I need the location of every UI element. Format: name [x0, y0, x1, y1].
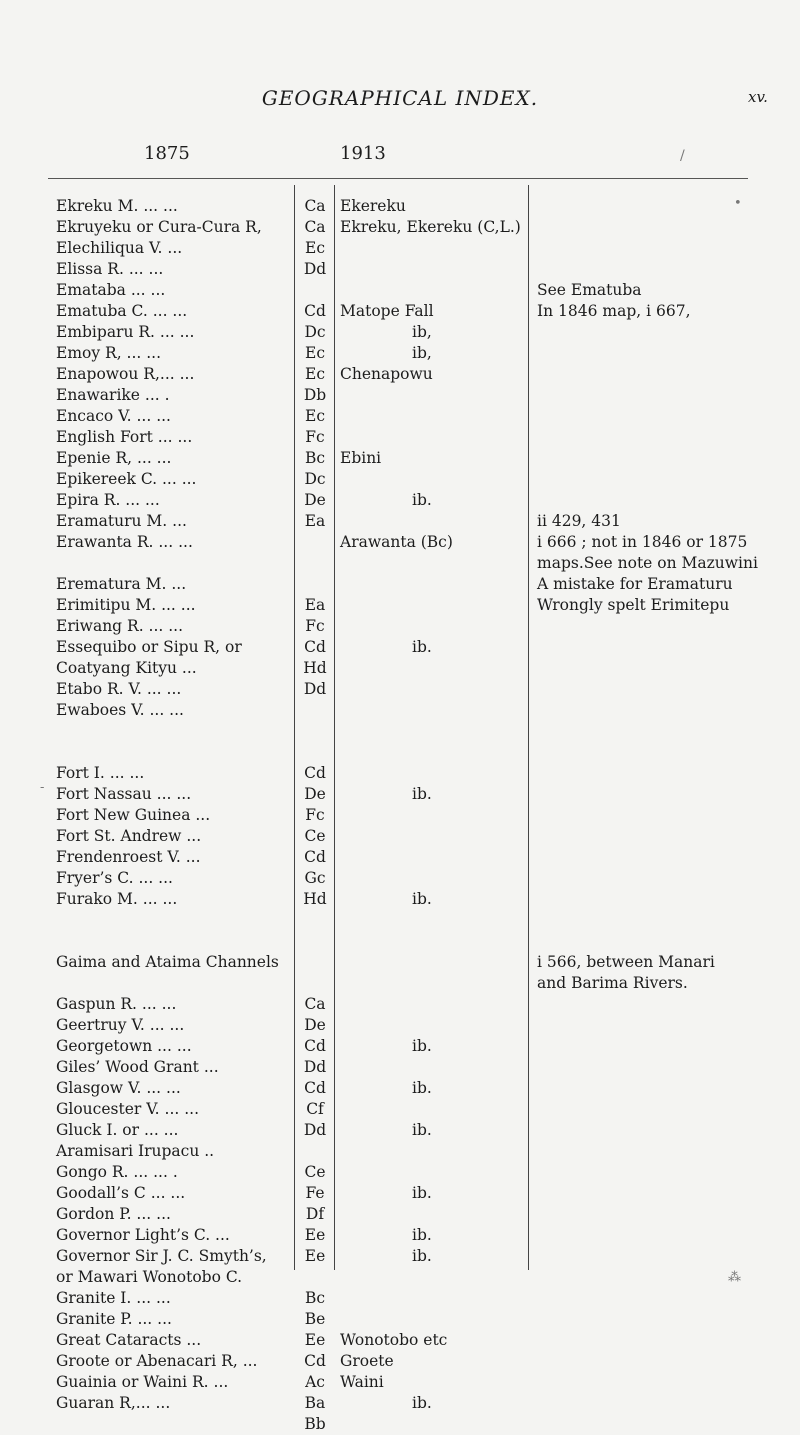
ibid-mark: ib. — [412, 785, 432, 803]
table-row — [0, 868, 800, 889]
year-1913-heading: 1913 — [340, 143, 386, 164]
place-name-1875: Great Cataracts ... — [56, 1331, 202, 1349]
place-name-1875: Ewaboes V. ... ... — [56, 701, 184, 719]
table-row — [0, 1351, 800, 1372]
map-square-code: De — [304, 785, 326, 803]
place-name-1913: Ekreku, Ekereku (C,L.) — [340, 218, 521, 236]
place-name-1875: Emoy R, ... ... — [56, 344, 162, 362]
map-square-code: Cd — [304, 764, 326, 782]
table-row — [0, 1414, 800, 1435]
table-row — [0, 490, 800, 511]
place-name-1875: Elechiliqua V. ... — [56, 239, 183, 257]
place-name-1913: Wonotobo etc — [340, 1331, 448, 1349]
ibid-mark: ib, — [412, 323, 432, 341]
table-row — [0, 469, 800, 490]
reference-note: See Ematuba — [537, 281, 642, 299]
map-square-code: Fc — [305, 428, 325, 446]
place-name-1875: Governor Light’s C. ... — [56, 1226, 230, 1244]
map-square-code: Ba — [304, 1394, 326, 1412]
ibid-mark: ib. — [412, 1247, 432, 1265]
place-name-1875: Aramisari Irupacu .. — [56, 1142, 215, 1160]
table-row — [0, 595, 800, 616]
place-name-1875: Granite I. ... ... — [56, 1289, 171, 1307]
place-name-1875: Fort St. Andrew ... — [56, 827, 202, 845]
table-row — [0, 1204, 800, 1225]
place-name-1913: Groete — [340, 1352, 394, 1370]
map-square-code: Dc — [304, 323, 326, 341]
map-square-code: Ce — [304, 1163, 326, 1181]
map-square-code: De — [304, 491, 326, 509]
map-square-code: Bb — [304, 1415, 326, 1433]
table-row — [0, 574, 800, 595]
ibid-mark: ib. — [412, 1184, 432, 1202]
table-row — [0, 1267, 800, 1288]
place-name-1875: English Fort ... ... — [56, 428, 193, 446]
reference-note: Wrongly spelt Erimitepu — [537, 596, 730, 614]
table-row — [0, 1246, 800, 1267]
ibid-mark: ib. — [412, 491, 432, 509]
place-name-1875: Essequibo or Sipu R, or — [56, 638, 242, 656]
place-name-1875: Elissa R. ... ... — [56, 260, 164, 278]
table-row — [0, 301, 800, 322]
place-name-1913: Matope Fall — [340, 302, 434, 320]
map-square-code: De — [304, 1016, 326, 1034]
table-row — [0, 1099, 800, 1120]
place-name-1875: Guainia or Waini R. ... — [56, 1373, 229, 1391]
table-row — [0, 1372, 800, 1393]
map-square-code: Bc — [304, 449, 326, 467]
place-name-1913: Waini — [340, 1373, 384, 1391]
table-row — [0, 553, 800, 574]
table-row — [0, 259, 800, 280]
map-square-code: Fc — [305, 806, 325, 824]
place-name-1875: Groote or Abenacari R, ... — [56, 1352, 258, 1370]
table-row — [0, 637, 800, 658]
table-row — [0, 1057, 800, 1078]
table-row — [0, 1078, 800, 1099]
map-square-code: Ca — [304, 218, 326, 236]
map-square-code: Ec — [305, 239, 325, 257]
table-row — [0, 427, 800, 448]
map-square-code: Cd — [304, 302, 326, 320]
map-square-code: Cd — [304, 1352, 326, 1370]
table-row — [0, 784, 800, 805]
table-row — [0, 532, 800, 553]
place-name-1913: Chenapowu — [340, 365, 433, 383]
corner-mark: ⁂ — [728, 1270, 741, 1285]
year-1875-heading: 1875 — [144, 143, 190, 164]
map-square-code: Ca — [304, 995, 326, 1013]
place-name-1875: Guaran R,... ... — [56, 1394, 171, 1412]
place-name-1875: or Mawari Wonotobo C. — [56, 1268, 243, 1286]
place-name-1875: Gaspun R. ... ... — [56, 995, 177, 1013]
place-name-1875: Frendenroest V. ... — [56, 848, 201, 866]
place-name-1913: Ekereku — [340, 197, 406, 215]
place-name-1875: Gordon P. ... ... — [56, 1205, 171, 1223]
place-name-1875: Eramaturu M. ... — [56, 512, 187, 530]
table-row — [0, 847, 800, 868]
place-name-1875: Glasgow V. ... ... — [56, 1079, 181, 1097]
place-name-1875: Fort I. ... ... — [56, 764, 145, 782]
table-row — [0, 805, 800, 826]
place-name-1875: Enapowou R,... ... — [56, 365, 195, 383]
table-row — [0, 1120, 800, 1141]
place-name-1875: Epenie R, ... ... — [56, 449, 172, 467]
map-square-code: Dd — [303, 1058, 327, 1076]
place-name-1875: Encaco V. ... ... — [56, 407, 171, 425]
ibid-mark: ib. — [412, 1121, 432, 1139]
table-row — [0, 973, 800, 994]
table-row — [0, 1309, 800, 1330]
place-name-1875: Goodall’s C ... ... — [56, 1184, 186, 1202]
reference-note: i 566, between Manari — [537, 953, 715, 971]
table-row — [0, 511, 800, 532]
table-row — [0, 238, 800, 259]
table-row — [0, 742, 800, 763]
reference-note: and Barima Rivers. — [537, 974, 688, 992]
place-name-1875: Giles’ Wood Grant ... — [56, 1058, 219, 1076]
table-row — [0, 889, 800, 910]
table-row — [0, 1225, 800, 1246]
table-row — [0, 994, 800, 1015]
map-square-code: Ee — [304, 1331, 326, 1349]
map-square-code: Db — [303, 386, 327, 404]
place-name-1875: Etabo R. V. ... ... — [56, 680, 182, 698]
ibid-mark: ib. — [412, 1079, 432, 1097]
place-name-1875: Coatyang Kityu ... — [56, 659, 197, 677]
map-square-code: Ce — [304, 827, 326, 845]
table-row — [0, 343, 800, 364]
map-square-code: Ee — [304, 1226, 326, 1244]
place-name-1913: Arawanta (Bc) — [340, 533, 453, 551]
table-row — [0, 616, 800, 637]
reference-note: maps.See note on Mazuwini — [537, 554, 758, 572]
table-row — [0, 1393, 800, 1414]
map-square-code: Cd — [304, 638, 326, 656]
map-square-code: Ee — [304, 1247, 326, 1265]
table-row — [0, 1183, 800, 1204]
place-name-1875: Fort New Guinea ... — [56, 806, 211, 824]
map-square-code: Fe — [305, 1184, 325, 1202]
table-row — [0, 658, 800, 679]
map-square-code: Dc — [304, 470, 326, 488]
table-row — [0, 700, 800, 721]
place-name-1875: Enawarike ... . — [56, 386, 170, 404]
map-square-code: Dd — [303, 260, 327, 278]
table-row — [0, 1162, 800, 1183]
place-name-1875: Fort Nassau ... ... — [56, 785, 192, 803]
ibid-mark: ib. — [412, 1226, 432, 1244]
ibid-mark: ib. — [412, 1037, 432, 1055]
map-square-code: Gc — [304, 869, 326, 887]
margin-tick-mark: / — [680, 148, 685, 164]
place-name-1875: Eriwang R. ... ... — [56, 617, 184, 635]
table-row — [0, 1288, 800, 1309]
map-square-code: Ec — [305, 344, 325, 362]
page-number: xv. — [748, 88, 768, 106]
map-square-code: Hd — [303, 890, 327, 908]
map-square-code: Df — [305, 1205, 325, 1223]
place-name-1875: Granite P. ... ... — [56, 1310, 172, 1328]
page-title: GEOGRAPHICAL INDEX. — [261, 86, 539, 110]
map-square-code: Ca — [304, 197, 326, 215]
ibid-mark: ib. — [412, 1394, 432, 1412]
ibid-mark: ib. — [412, 638, 432, 656]
table-row — [0, 196, 800, 217]
map-square-code: Ec — [305, 407, 325, 425]
place-name-1875: Ematuba C. ... ... — [56, 302, 188, 320]
map-square-code: Ea — [304, 596, 326, 614]
place-name-1875: Geertruy V. ... ... — [56, 1016, 185, 1034]
place-name-1875: Gloucester V. ... ... — [56, 1100, 200, 1118]
margin-bullet: • — [734, 196, 742, 211]
place-name-1875: Erimitipu M. ... ... — [56, 596, 196, 614]
place-name-1875: Emataba ... ... — [56, 281, 166, 299]
table-row — [0, 763, 800, 784]
table-row — [0, 217, 800, 238]
map-square-code: Cd — [304, 1079, 326, 1097]
map-square-code: Dd — [303, 1121, 327, 1139]
map-square-code: Bc — [304, 1289, 326, 1307]
table-row — [0, 1015, 800, 1036]
map-square-code: Cd — [304, 848, 326, 866]
place-name-1875: Epira R. ... ... — [56, 491, 160, 509]
table-top-rule — [48, 178, 748, 179]
place-name-1875: Gaima and Ataima Channels — [56, 953, 279, 971]
map-square-code: Cd — [304, 1037, 326, 1055]
table-row — [0, 1141, 800, 1162]
table-row — [0, 826, 800, 847]
table-row — [0, 406, 800, 427]
table-row — [0, 385, 800, 406]
place-name-1875: Gluck I. or ... ... — [56, 1121, 179, 1139]
ibid-mark: ib. — [412, 890, 432, 908]
place-name-1875: Governor Sir J. C. Smyth’s, — [56, 1247, 267, 1265]
table-row — [0, 910, 800, 931]
ibid-mark: ib, — [412, 344, 432, 362]
table-row — [0, 1036, 800, 1057]
map-square-code: Be — [304, 1310, 326, 1328]
place-name-1875: Ekruyeku or Cura-Cura R, — [56, 218, 262, 236]
table-row — [0, 364, 800, 385]
place-name-1913: Ebini — [340, 449, 382, 467]
place-name-1875: Erawanta R. ... ... — [56, 533, 193, 551]
table-row — [0, 322, 800, 343]
table-row — [0, 679, 800, 700]
reference-note: In 1846 map, i 667, — [537, 302, 691, 320]
table-row — [0, 721, 800, 742]
map-square-code: Fc — [305, 617, 325, 635]
map-square-code: Ec — [305, 365, 325, 383]
table-row — [0, 931, 800, 952]
reference-note: A mistake for Eramaturu — [537, 575, 733, 593]
place-name-1875: Gongo R. ... ... . — [56, 1163, 178, 1181]
margin-dash: - — [40, 780, 45, 795]
map-square-code: Ea — [304, 512, 326, 530]
place-name-1875: Embiparu R. ... ... — [56, 323, 195, 341]
table-row — [0, 1330, 800, 1351]
map-square-code: Ac — [305, 1373, 325, 1391]
place-name-1875: Fryer’s C. ... ... — [56, 869, 173, 887]
table-row — [0, 280, 800, 301]
map-square-code: Dd — [303, 680, 327, 698]
reference-note: i 666 ; not in 1846 or 1875 — [537, 533, 748, 551]
map-square-code: Cf — [306, 1100, 324, 1118]
place-name-1875: Ekreku M. ... ... — [56, 197, 178, 215]
map-square-code: Hd — [303, 659, 327, 677]
table-row — [0, 448, 800, 469]
place-name-1875: Furako M. ... ... — [56, 890, 178, 908]
reference-note: ii 429, 431 — [537, 512, 621, 530]
place-name-1875: Georgetown ... ... — [56, 1037, 192, 1055]
table-row — [0, 952, 800, 973]
place-name-1875: Erematura M. ... — [56, 575, 187, 593]
place-name-1875: Epikereek C. ... ... — [56, 470, 197, 488]
